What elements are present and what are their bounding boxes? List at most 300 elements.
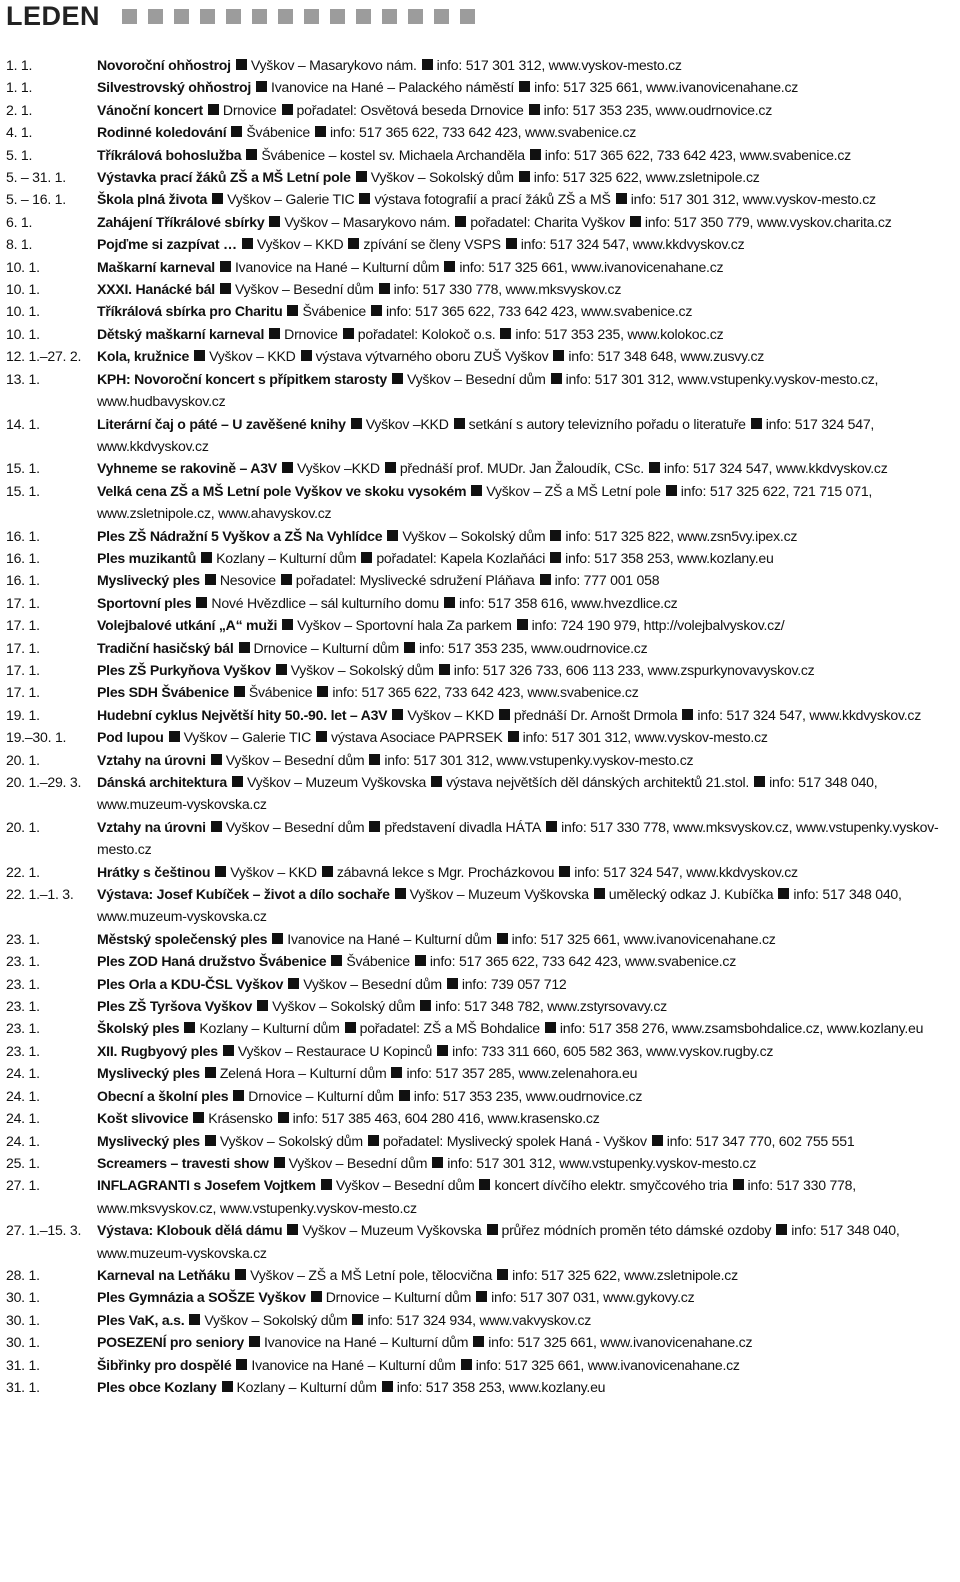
- event-detail: info: 517 325 661, www.ivanovicenahane.cz: [534, 79, 799, 96]
- event-body: [0, 1309, 960, 1331]
- event-body: [0, 76, 960, 98]
- event-detail: Ivanovice na Hané – Kulturní dům: [251, 1356, 456, 1373]
- event-title: Ples ZŠ Tyršova Vyškov: [97, 998, 253, 1015]
- event-title: Tříkrálová sbírka pro Charitu: [97, 303, 283, 320]
- event-detail: pořadatel: ZŠ a MŠ Bohdalice: [359, 1020, 540, 1037]
- separator-square-icon: [317, 686, 328, 697]
- separator-square-icon: [682, 709, 693, 720]
- separator-square-icon: [733, 1179, 744, 1190]
- event-title: Zahájení Tříkrálové sbírky: [97, 213, 265, 230]
- event-date: 23. 1.: [6, 1042, 40, 1059]
- event-title: Sportovní ples: [97, 594, 192, 611]
- event-detail: Vyškov – Besední dům: [335, 1177, 475, 1194]
- separator-square-icon: [331, 955, 342, 966]
- event-title: Dánská architektura: [97, 774, 227, 790]
- event-date: 1. 1.: [6, 79, 33, 96]
- event-title: Screamers – travesti show: [97, 1154, 269, 1171]
- event-detail: výstava výtvarného oboru ZUŠ Vyškov: [315, 348, 549, 365]
- event-date: 20. 1.: [6, 818, 40, 835]
- separator-square-icon: [205, 1135, 216, 1146]
- event-title: Velká cena ZŠ a MŠ Letní pole Vyškov ve skoku vysokém: [97, 482, 467, 499]
- event-body: [0, 861, 960, 883]
- separator-square-icon: [382, 1381, 393, 1392]
- event-title: Výstava: Josef Kubíček – život a dílo sochaře: [97, 886, 390, 903]
- event-title: Tradiční hasičský bál: [97, 639, 234, 656]
- event-title: Rodinné koledování: [97, 124, 227, 141]
- event-date: 15. 1.: [6, 482, 40, 499]
- separator-square-icon: [231, 126, 242, 137]
- event-title: Ples Gymnázia a SOŠZE Vyškov: [97, 1289, 306, 1306]
- event-detail: info: 517 348 040, www.muzeum-vyskovska.cz: [97, 774, 878, 813]
- event-detail: info: 517 365 622, 733 642 423, www.svabenice.cz: [332, 684, 639, 701]
- event-date: 17. 1.: [6, 594, 40, 611]
- event-body: [0, 525, 960, 547]
- event-row: [0, 233, 960, 255]
- event-detail: info: 517 324 547, www.kkdvyskov.cz: [97, 415, 875, 454]
- event-body: [0, 1286, 960, 1308]
- event-detail: info: 517 325 622, www.zsletnipole.cz: [533, 169, 760, 186]
- event-detail: info: 517 325 661, www.ivanovicenahane.cz: [459, 258, 724, 275]
- event-body: [0, 1017, 960, 1039]
- event-body: [0, 1219, 960, 1264]
- event-body: [0, 166, 960, 188]
- event-date: 10. 1.: [6, 281, 40, 298]
- event-date: 17. 1.: [6, 661, 40, 678]
- separator-square-icon: [321, 1179, 332, 1190]
- separator-square-icon: [369, 754, 380, 765]
- event-date: 24. 1.: [6, 1110, 40, 1127]
- event-body: [0, 973, 960, 995]
- event-detail: zábavná lekce s Mgr. Procházkovou: [336, 863, 555, 880]
- event-date: 5. – 16. 1.: [6, 191, 66, 208]
- event-detail: info: 517 307 031, www.gykovy.cz: [491, 1289, 695, 1306]
- event-detail: Vyškov –KKD: [365, 415, 449, 432]
- separator-square-icon: [455, 216, 466, 227]
- event-row: [0, 1085, 960, 1107]
- separator-square-icon: [236, 1359, 247, 1370]
- separator-square-icon: [282, 619, 293, 630]
- event-title: XII. Rugbyový ples: [97, 1042, 218, 1059]
- event-date: 30. 1.: [6, 1334, 40, 1351]
- separator-square-icon: [239, 642, 250, 653]
- event-detail: info: 517 324 547, www.kkdvyskov.cz: [520, 236, 745, 253]
- event-detail: info: 777 001 058: [554, 572, 660, 589]
- separator-square-icon: [395, 888, 406, 899]
- separator-square-icon: [208, 104, 219, 115]
- separator-square-icon: [476, 1291, 487, 1302]
- event-row: [0, 883, 960, 928]
- event-title: Hrátky s češtinou: [97, 863, 211, 880]
- event-detail: info: 517 358 253, www.kozlany.eu: [396, 1378, 606, 1395]
- event-title: Vánoční koncert: [97, 101, 203, 118]
- event-detail: info: 517 330 778, www.mksvyskov.cz, www.vstupenky.vyskov-mesto.cz: [97, 1177, 856, 1216]
- event-body: [0, 480, 960, 525]
- event-date: 10. 1.: [6, 303, 40, 320]
- event-date: 27. 1.–15. 3.: [6, 1222, 82, 1239]
- event-list: [0, 54, 960, 1398]
- event-body: [0, 188, 960, 210]
- event-body: [0, 681, 960, 703]
- event-row: [0, 99, 960, 121]
- event-row: [0, 592, 960, 614]
- event-detail: info: 517 365 622, 733 642 423, www.svabenice.cz: [386, 303, 693, 320]
- event-body: [0, 1062, 960, 1084]
- header-decoration: [122, 9, 475, 24]
- event-detail: info: 517 330 778, www.mksvyskov.cz: [393, 281, 622, 298]
- event-detail: Vyškov – Galerie TIC: [183, 729, 312, 746]
- event-detail: info: 739 057 712: [461, 975, 567, 992]
- event-row: [0, 188, 960, 210]
- event-detail: průřez módních proměn této dámské ozdoby: [501, 1222, 772, 1239]
- event-detail: Vyškov – KKD: [209, 348, 296, 365]
- separator-square-icon: [223, 1045, 234, 1056]
- event-row: [0, 614, 960, 636]
- separator-square-icon: [471, 485, 482, 496]
- separator-square-icon: [392, 709, 403, 720]
- event-title: Výstava: Klobouk dělá dámu: [97, 1222, 283, 1239]
- separator-square-icon: [249, 1336, 260, 1347]
- event-detail: Ivanovice na Hané – Kulturní dům: [234, 258, 440, 275]
- separator-square-icon: [368, 1135, 379, 1146]
- separator-square-icon: [551, 373, 562, 384]
- separator-square-icon: [553, 350, 564, 361]
- event-date: 31. 1.: [6, 1356, 40, 1373]
- event-body: [0, 592, 960, 614]
- separator-square-icon: [432, 1157, 443, 1168]
- separator-square-icon: [257, 1000, 268, 1011]
- event-detail: Vyškov – ZŠ a MŠ Letní pole: [486, 482, 661, 499]
- event-detail: info: 517 365 622, 733 642 423, www.svabenice.cz: [429, 953, 737, 970]
- event-detail: pořadatel: Myslivecké sdružení Pláňava: [295, 572, 535, 589]
- separator-square-icon: [193, 1112, 204, 1123]
- event-detail: Vyškov – Besední dům: [225, 818, 365, 835]
- event-date: 10. 1.: [6, 258, 40, 275]
- event-body: [0, 300, 960, 322]
- separator-square-icon: [404, 642, 415, 653]
- separator-square-icon: [517, 619, 528, 630]
- event-detail: Švábenice: [246, 124, 310, 141]
- separator-square-icon: [276, 664, 287, 675]
- event-row: [0, 345, 960, 367]
- separator-square-icon: [311, 1291, 322, 1302]
- event-title: Městský společenský ples: [97, 930, 268, 947]
- event-date: 12. 1.–27. 2.: [6, 348, 82, 365]
- event-date: 30. 1.: [6, 1289, 40, 1306]
- event-date: 20. 1.–29. 3.: [6, 774, 82, 790]
- separator-square-icon: [387, 530, 398, 541]
- decor-square: [122, 9, 137, 24]
- event-row: [0, 121, 960, 143]
- separator-square-icon: [431, 776, 442, 787]
- separator-square-icon: [778, 888, 789, 899]
- event-row: [0, 1174, 960, 1219]
- separator-square-icon: [473, 1336, 484, 1347]
- separator-square-icon: [235, 1269, 246, 1280]
- event-row: [0, 726, 960, 748]
- event-body: [0, 278, 960, 300]
- event-row: [0, 480, 960, 525]
- event-title: Karneval na Letňáku: [97, 1266, 231, 1283]
- event-detail: Ivanovice na Hané – Kulturní dům: [287, 930, 492, 947]
- event-detail: Kozlany – Kulturní dům: [216, 549, 357, 566]
- event-date: 2. 1.: [6, 101, 33, 118]
- separator-square-icon: [211, 821, 222, 832]
- separator-square-icon: [282, 462, 293, 473]
- decor-square: [460, 9, 475, 24]
- event-detail: Vyškov – Sokolský dům: [219, 1132, 363, 1149]
- event-row: [0, 973, 960, 995]
- event-body: [0, 323, 960, 345]
- event-date: 6. 1.: [6, 213, 33, 230]
- event-date: 23. 1.: [6, 953, 40, 970]
- event-detail: představení divadla HÁTA: [384, 818, 542, 835]
- event-detail: Drnovice: [284, 325, 338, 342]
- event-detail: Ivanovice na Hané – Kulturní dům: [263, 1334, 469, 1351]
- separator-square-icon: [322, 866, 333, 877]
- event-title: Školský ples: [97, 1020, 180, 1037]
- event-detail: Vyškov – Besední dům: [407, 370, 546, 387]
- event-title: Myslivecký ples: [97, 1065, 200, 1082]
- separator-square-icon: [444, 261, 455, 272]
- separator-square-icon: [205, 574, 216, 585]
- event-detail: Krásensko: [208, 1110, 273, 1127]
- event-detail: info: 517 358 276, www.zsamsbohdalice.cz, www.kozlany.eu: [559, 1020, 924, 1037]
- separator-square-icon: [399, 1090, 410, 1101]
- event-row: [0, 300, 960, 322]
- event-row: [0, 211, 960, 233]
- event-detail: info: 517 348 648, www.zusvy.cz: [568, 348, 765, 365]
- separator-square-icon: [499, 709, 510, 720]
- event-row: [0, 278, 960, 300]
- separator-square-icon: [454, 418, 465, 429]
- event-detail: Vyškov – Masarykovo nám.: [250, 57, 417, 73]
- event-body: [0, 413, 960, 458]
- event-date: 17. 1.: [6, 639, 40, 656]
- event-detail: info: 517 324 547, www.kkdvyskov.cz: [697, 706, 922, 723]
- event-detail: info: 517 358 253, www.kozlany.eu: [565, 549, 774, 566]
- decor-square: [356, 9, 371, 24]
- event-date: 1. 1.: [6, 57, 33, 73]
- event-row: [0, 1264, 960, 1286]
- event-date: 24. 1.: [6, 1065, 40, 1082]
- separator-square-icon: [444, 597, 455, 608]
- event-title: Literární čaj o páté – U zavěšené knihy: [97, 415, 346, 432]
- event-detail: výstava největších děl dánských architektů 21.stol.: [446, 774, 750, 790]
- event-detail: Vyškov – KKD: [407, 706, 494, 723]
- event-title: Škola plná života: [97, 191, 208, 208]
- decor-square: [278, 9, 293, 24]
- month-header: [6, 0, 475, 32]
- separator-square-icon: [447, 978, 458, 989]
- separator-square-icon: [530, 149, 541, 160]
- event-title: Novoroční ohňostroj: [97, 57, 231, 73]
- decor-square: [434, 9, 449, 24]
- event-detail: Drnovice – Kulturní dům: [253, 639, 399, 656]
- event-detail: pořadatel: Myslivecký spolek Haná - Vyškov: [382, 1132, 647, 1149]
- separator-square-icon: [287, 305, 298, 316]
- event-date: 8. 1.: [6, 236, 33, 253]
- event-detail: info: 517 325 661, www.ivanovicenahane.cz: [488, 1334, 753, 1351]
- separator-square-icon: [287, 1224, 298, 1235]
- separator-square-icon: [508, 731, 519, 742]
- event-detail: info: 517 325 661, www.ivanovicenahane.cz: [475, 1356, 740, 1373]
- separator-square-icon: [220, 261, 231, 272]
- event-body: [0, 345, 960, 367]
- event-detail: info: 517 301 312, www.vstupenky.vyskov-mesto.cz, www.hudbavyskov.cz: [97, 370, 879, 410]
- event-detail: Drnovice – Kulturní dům: [325, 1289, 472, 1306]
- separator-square-icon: [316, 731, 327, 742]
- event-detail: Vyškov – Muzeum Vyškovska: [302, 1222, 482, 1239]
- event-date: 22. 1.: [6, 863, 40, 880]
- separator-square-icon: [215, 866, 226, 877]
- separator-square-icon: [236, 59, 247, 70]
- event-detail: info: 517 348 040, www.muzeum-vyskovska.cz: [97, 1222, 900, 1261]
- separator-square-icon: [345, 1022, 356, 1033]
- event-detail: Zelená Hora – Kulturní dům: [219, 1065, 387, 1082]
- event-detail: Kozlany – Kulturní dům: [236, 1378, 377, 1395]
- event-body: [0, 99, 960, 121]
- event-detail: Švábenice: [302, 303, 367, 320]
- event-date: 5. – 31. 1.: [6, 169, 66, 186]
- separator-square-icon: [220, 283, 231, 294]
- month-title: LEDEN: [6, 0, 101, 31]
- separator-square-icon: [391, 1067, 402, 1078]
- event-detail: info: 517 324 934, www.vakvyskov.cz: [367, 1311, 592, 1328]
- event-body: [0, 637, 960, 659]
- event-title: Ples ZOD Haná družstvo Švábenice: [97, 953, 327, 970]
- event-body: [0, 1130, 960, 1152]
- separator-square-icon: [184, 1022, 195, 1033]
- separator-square-icon: [550, 530, 561, 541]
- event-detail: info: 517 330 778, www.mksvyskov.cz, www.vstupenky.vyskov-mesto.cz: [97, 818, 939, 858]
- event-body: [0, 704, 960, 726]
- event-detail: výstava fotografií a prací žáků ZŠ a MŠ: [374, 191, 611, 208]
- decor-square: [200, 9, 215, 24]
- event-date: 16. 1.: [6, 549, 40, 566]
- event-detail: info: 517 385 463, 604 280 416, www.krasensko.cz: [292, 1110, 600, 1127]
- separator-square-icon: [234, 686, 245, 697]
- separator-square-icon: [356, 171, 367, 182]
- separator-square-icon: [487, 1224, 498, 1235]
- separator-square-icon: [359, 193, 370, 204]
- event-detail: Vyškov – Besední dům: [225, 751, 365, 768]
- event-title: INFLAGRANTI s Josefem Vojtkem: [97, 1177, 316, 1194]
- separator-square-icon: [232, 776, 243, 787]
- event-body: [0, 1376, 960, 1398]
- event-row: [0, 525, 960, 547]
- separator-square-icon: [194, 350, 205, 361]
- event-date: 24. 1.: [6, 1132, 40, 1149]
- decor-square: [148, 9, 163, 24]
- event-detail: info: 517 325 822, www.zsn5vy.ipex.cz: [565, 527, 798, 544]
- separator-square-icon: [545, 1022, 556, 1033]
- event-detail: info: 517 365 622, 733 642 423, www.svabenice.cz: [544, 146, 851, 163]
- event-detail: pořadatel: Kapela Kozlaňáci: [376, 549, 546, 566]
- event-title: Vztahy na úrovni: [97, 751, 206, 768]
- separator-square-icon: [242, 238, 253, 249]
- event-body: [0, 950, 960, 972]
- event-detail: Vyškov – KKD: [230, 863, 317, 880]
- event-body: [0, 368, 960, 413]
- decor-square: [330, 9, 345, 24]
- event-detail: info: 517 325 661, www.ivanovicenahane.cz: [511, 930, 776, 947]
- separator-square-icon: [776, 1224, 787, 1235]
- event-detail: info: 517 301 312, www.vstupenky.vyskov-mesto.cz: [447, 1154, 757, 1171]
- event-detail: info: 517 301 312, www.vstupenky.vyskov-mesto.cz: [384, 751, 694, 768]
- event-date: 16. 1.: [6, 527, 40, 544]
- event-title: Myslivecký ples: [97, 1132, 200, 1149]
- event-detail: info: 517 365 622, 733 642 423, www.svabenice.cz: [329, 124, 637, 141]
- event-row: [0, 547, 960, 569]
- separator-square-icon: [652, 1135, 663, 1146]
- event-detail: Vyškov – Muzeum Vyškovska: [409, 886, 589, 903]
- separator-square-icon: [272, 933, 283, 944]
- separator-square-icon: [274, 1157, 285, 1168]
- event-detail: info: 733 311 660, 605 582 363, www.vyskov.rugby.cz: [452, 1042, 774, 1059]
- event-row: [0, 771, 960, 816]
- event-title: Kola, kružnice: [97, 348, 190, 365]
- separator-square-icon: [256, 81, 267, 92]
- separator-square-icon: [616, 193, 627, 204]
- event-detail: Kozlany – Kulturní dům: [199, 1020, 340, 1037]
- event-body: [0, 121, 960, 143]
- event-body: [0, 771, 960, 816]
- event-title: Ples obce Kozlany: [97, 1378, 217, 1395]
- event-body: [0, 569, 960, 591]
- decor-square: [226, 9, 241, 24]
- event-detail: info: 517 301 312, www.vyskov-mesto.cz: [630, 191, 876, 208]
- event-row: [0, 1017, 960, 1039]
- event-detail: Nesovice: [219, 572, 276, 589]
- event-row: [0, 1331, 960, 1353]
- event-detail: info: 724 190 979, http://volejbalvyskov.cz/: [531, 617, 785, 634]
- event-date: 23. 1.: [6, 975, 40, 992]
- separator-square-icon: [392, 373, 403, 384]
- separator-square-icon: [233, 1090, 244, 1101]
- separator-square-icon: [282, 104, 293, 115]
- event-body: [0, 1264, 960, 1286]
- event-detail: Vyškov – Sokolský dům: [370, 169, 514, 186]
- event-body: [0, 1354, 960, 1376]
- separator-square-icon: [500, 328, 511, 339]
- decor-square: [304, 9, 319, 24]
- decor-square: [174, 9, 189, 24]
- separator-square-icon: [351, 418, 362, 429]
- event-detail: Vyškov – Besední dům: [288, 1154, 428, 1171]
- event-body: [0, 144, 960, 166]
- event-detail: info: 517 347 770, 602 755 551: [666, 1132, 855, 1149]
- separator-square-icon: [169, 731, 180, 742]
- event-detail: přednáší Dr. Arnošt Drmola: [513, 706, 678, 723]
- event-row: [0, 1062, 960, 1084]
- event-title: Hudební cyklus Největší hity 50.-90. let – A3V: [97, 706, 388, 723]
- event-date: 10. 1.: [6, 325, 40, 342]
- event-title: Košt slivovice: [97, 1110, 189, 1127]
- event-detail: info: 517 325 622, www.zsletnipole.cz: [512, 1266, 738, 1283]
- separator-square-icon: [479, 1179, 490, 1190]
- separator-square-icon: [550, 552, 561, 563]
- separator-square-icon: [269, 328, 280, 339]
- event-row: [0, 861, 960, 883]
- separator-square-icon: [315, 126, 326, 137]
- event-date: 19. 1.: [6, 706, 40, 723]
- event-date: 23. 1.: [6, 998, 40, 1015]
- event-detail: info: 517 301 312, www.vyskov-mesto.cz: [436, 57, 682, 73]
- event-row: [0, 659, 960, 681]
- event-row: [0, 256, 960, 278]
- event-title: Ples VaK, a.s.: [97, 1311, 185, 1328]
- separator-square-icon: [751, 418, 762, 429]
